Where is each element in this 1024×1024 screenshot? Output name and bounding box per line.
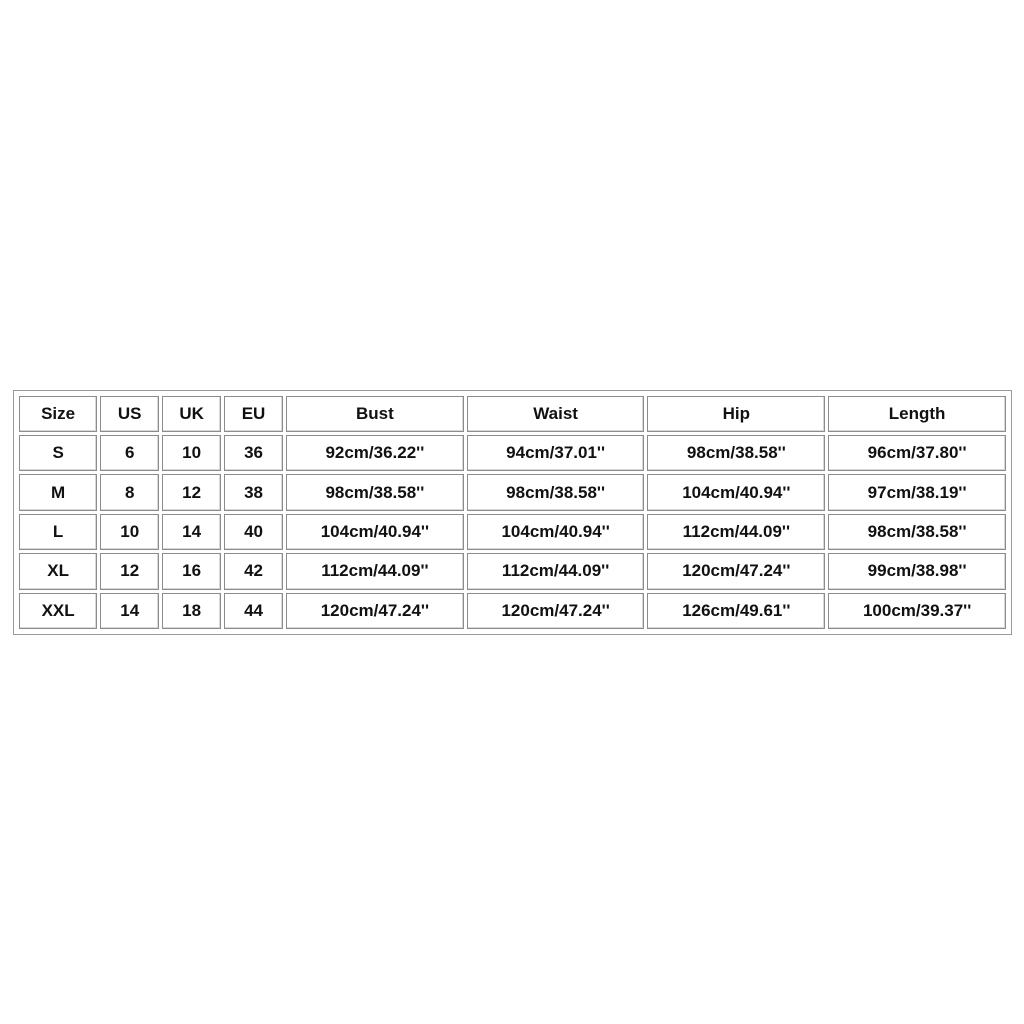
cell-waist: 94cm/37.01'' <box>467 435 645 471</box>
size-chart <box>13 390 1012 635</box>
column-header-length: Length <box>828 396 1006 432</box>
cell-us: 14 <box>100 593 159 629</box>
column-header-uk: UK <box>162 396 221 432</box>
cell-size: XL <box>19 553 97 589</box>
table-row <box>19 435 1006 471</box>
cell-uk: 18 <box>162 593 221 629</box>
cell-size: S <box>19 435 97 471</box>
cell-uk: 14 <box>162 514 221 550</box>
cell-length: 98cm/38.58'' <box>828 514 1006 550</box>
cell-hip: 112cm/44.09'' <box>647 514 825 550</box>
size-chart-table <box>16 393 1009 632</box>
cell-size: L <box>19 514 97 550</box>
cell-bust: 98cm/38.58'' <box>286 474 464 510</box>
cell-bust: 104cm/40.94'' <box>286 514 464 550</box>
column-header-waist: Waist <box>467 396 645 432</box>
column-header-us: US <box>100 396 159 432</box>
cell-bust: 120cm/47.24'' <box>286 593 464 629</box>
cell-uk: 12 <box>162 474 221 510</box>
cell-eu: 40 <box>224 514 283 550</box>
cell-size: M <box>19 474 97 510</box>
cell-waist: 104cm/40.94'' <box>467 514 645 550</box>
cell-bust: 92cm/36.22'' <box>286 435 464 471</box>
cell-length: 100cm/39.37'' <box>828 593 1006 629</box>
cell-length: 97cm/38.19'' <box>828 474 1006 510</box>
cell-waist: 98cm/38.58'' <box>467 474 645 510</box>
cell-waist: 112cm/44.09'' <box>467 553 645 589</box>
column-header-eu: EU <box>224 396 283 432</box>
cell-eu: 38 <box>224 474 283 510</box>
cell-uk: 16 <box>162 553 221 589</box>
cell-us: 6 <box>100 435 159 471</box>
cell-hip: 120cm/47.24'' <box>647 553 825 589</box>
cell-hip: 104cm/40.94'' <box>647 474 825 510</box>
cell-eu: 42 <box>224 553 283 589</box>
cell-uk: 10 <box>162 435 221 471</box>
cell-length: 96cm/37.80'' <box>828 435 1006 471</box>
cell-us: 10 <box>100 514 159 550</box>
cell-length: 99cm/38.98'' <box>828 553 1006 589</box>
cell-eu: 36 <box>224 435 283 471</box>
column-header-bust: Bust <box>286 396 464 432</box>
table-row <box>19 593 1006 629</box>
table-row <box>19 553 1006 589</box>
cell-eu: 44 <box>224 593 283 629</box>
cell-hip: 126cm/49.61'' <box>647 593 825 629</box>
header-row <box>19 396 1006 432</box>
table-row <box>19 514 1006 550</box>
cell-size: XXL <box>19 593 97 629</box>
cell-bust: 112cm/44.09'' <box>286 553 464 589</box>
cell-us: 12 <box>100 553 159 589</box>
column-header-size: Size <box>19 396 97 432</box>
cell-waist: 120cm/47.24'' <box>467 593 645 629</box>
table-row <box>19 474 1006 510</box>
cell-hip: 98cm/38.58'' <box>647 435 825 471</box>
cell-us: 8 <box>100 474 159 510</box>
column-header-hip: Hip <box>647 396 825 432</box>
